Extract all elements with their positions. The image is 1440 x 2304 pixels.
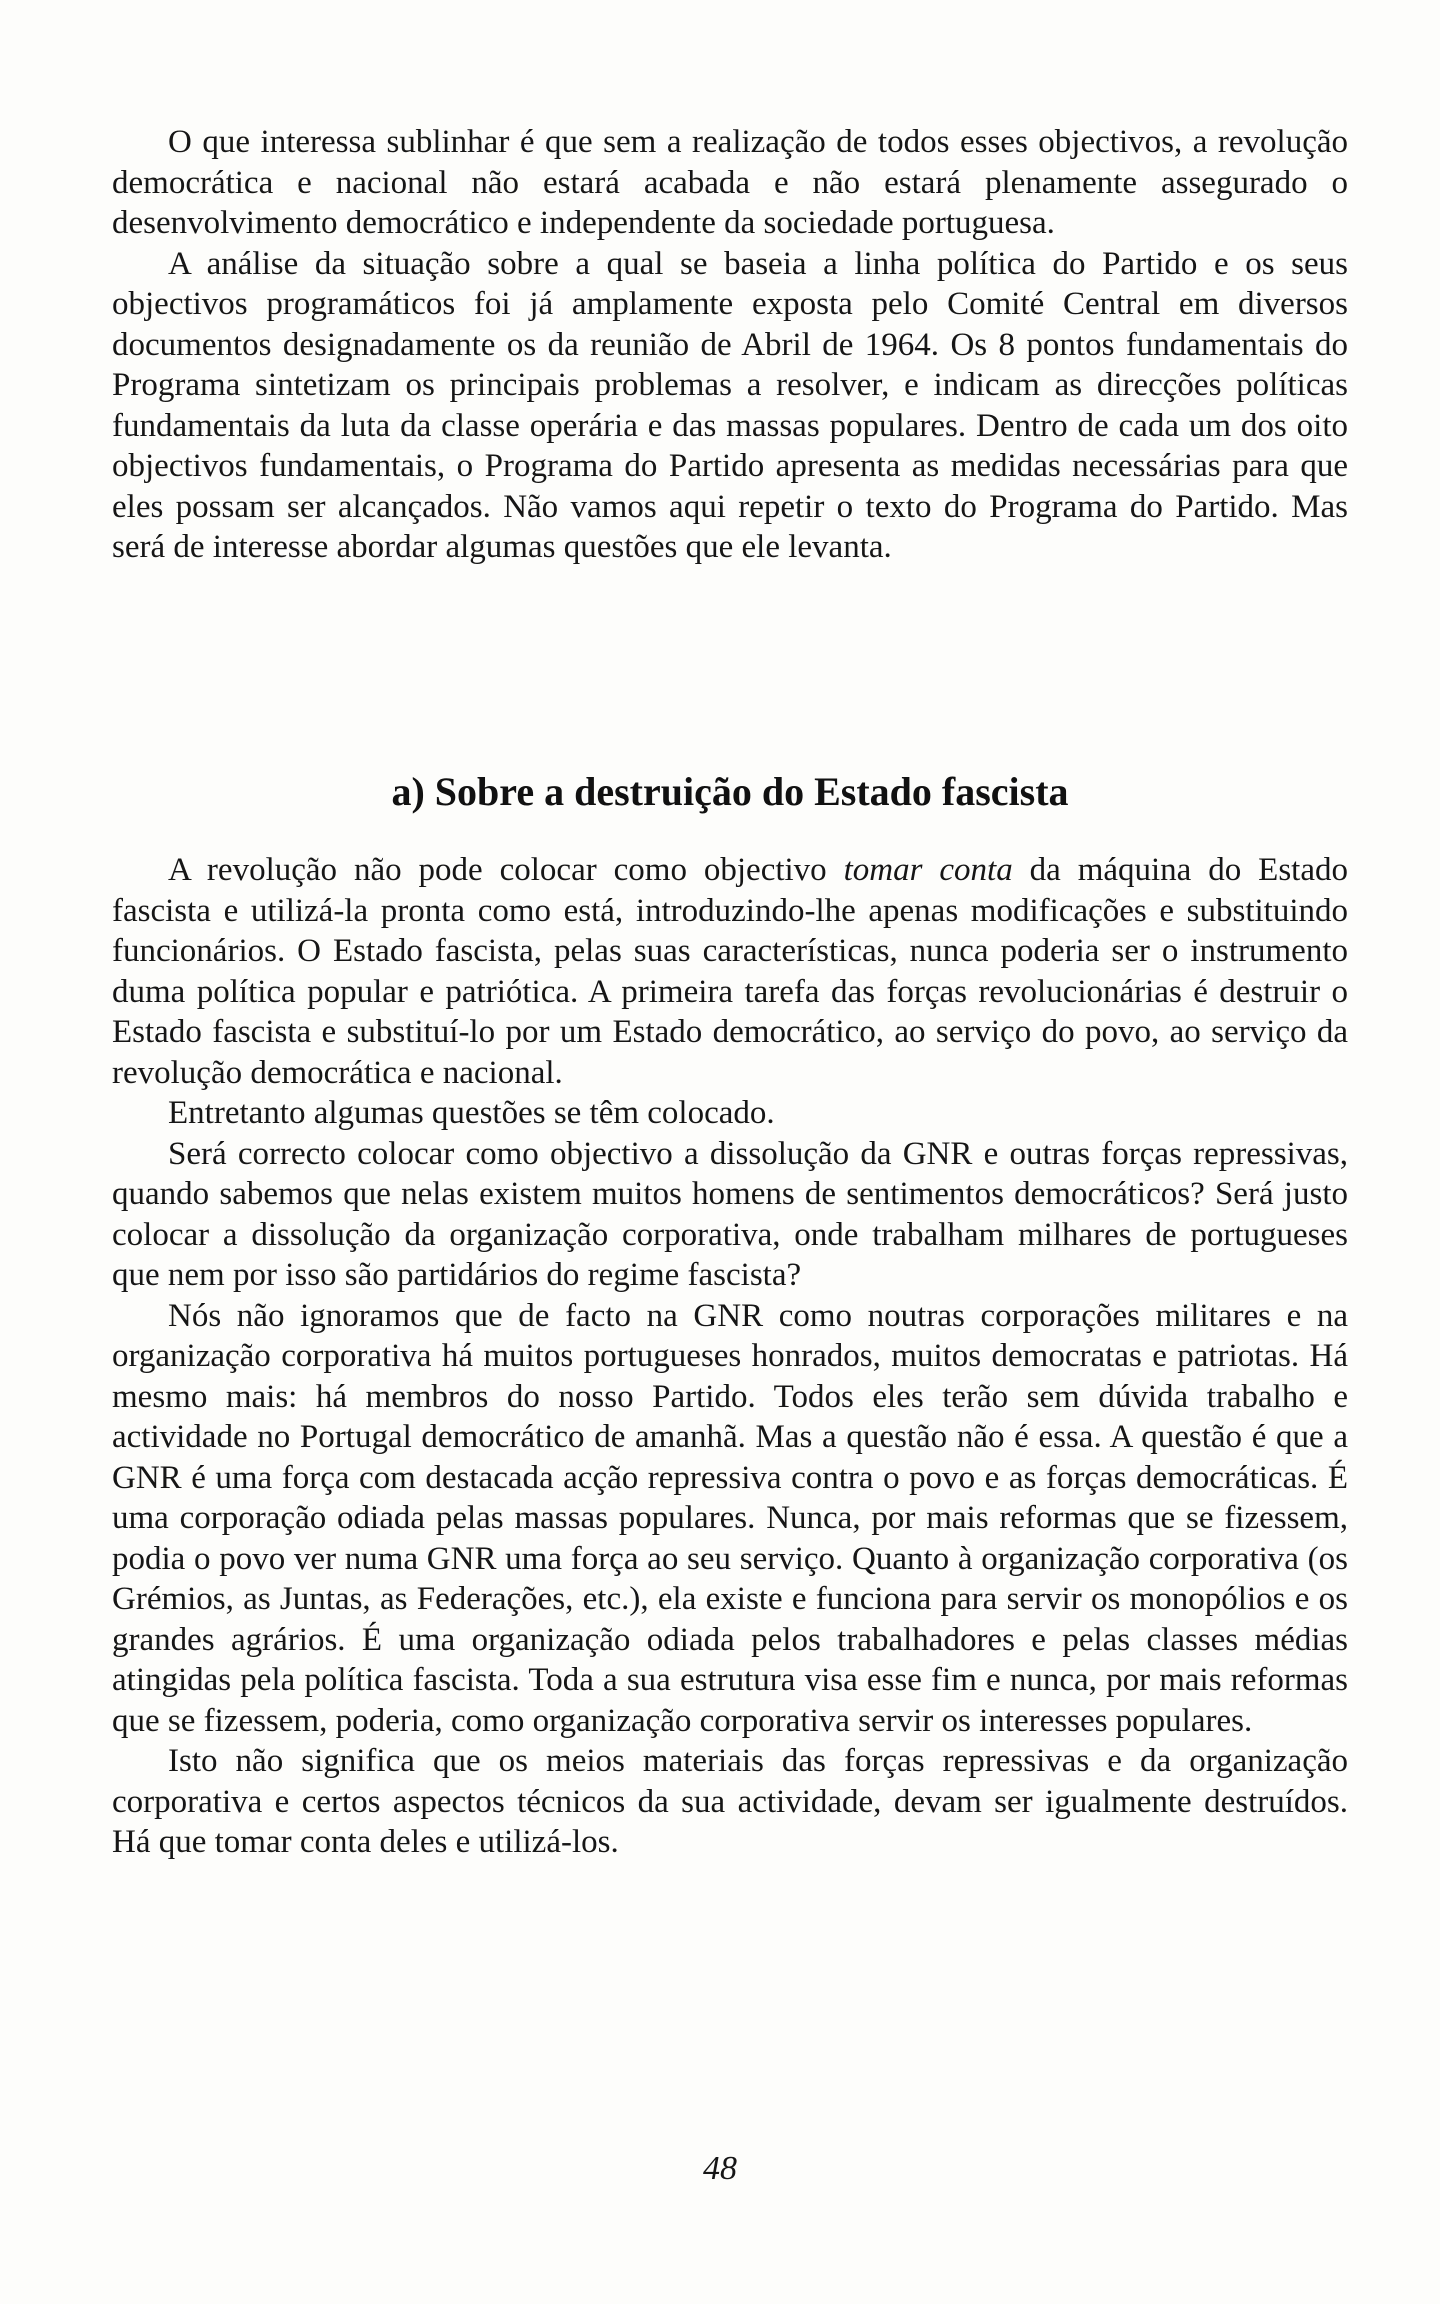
- paragraph-section-5: Isto não significa que os meios materiais das forças repressivas e da organização corporativa e certos aspectos técnicos da sua actividade, devam ser igualmente destruídos. Há que tomar conta deles e utilizá-los.: [112, 1743, 1348, 1860]
- paragraph-section-2: Entretanto algumas questões se têm colocado.: [168, 1095, 775, 1131]
- paragraph-section-4: Nós não ignoramos que de facto na GNR como noutras corporações militares e na organização corporativa há muitos portugueses honrados, muitos democratas e patriotas. Há mesmo mais: há membros do nosso Partido. Todos eles terão sem dúvida trabalho e actividade no Portugal democrático de amanhã. Mas a questão não é essa. A questão é que a GNR é uma força com destacada acção repressiva contra o povo e as forças democráticas. É uma corporação odiada pelas massas populares. Nunca, por mais reformas que se fizessem, podia o povo ver numa GNR uma força ao seu serviço. Quanto à organização corporativa (os Grémios, as Juntas, as Federações, etc.), ela existe e funciona para servir os monopólios e os grandes agrários. É uma organização odiada pelos trabalhadores e pelas classes médias atingidas pela política fascista. Toda a sua estrutura visa esse fim e nunca, por mais reformas que se fizessem, poderia, como organização corporativa servir os interesses populares.: [112, 1297, 1348, 1739]
- paragraph-intro-1: O que interessa sublinhar é que sem a realização de todos esses objectivos, a revolução democrática e nacional não estará acabada e não estará plenamente assegurado o desenvolvimento democrático e independente da sociedade portuguesa.: [112, 124, 1348, 241]
- section-heading: a) Sobre a destruição do Estado fascista: [391, 769, 1069, 814]
- paragraph-section-1-start: A revolução não pode colocar como objectivo: [168, 852, 844, 888]
- emphasis-tomar-conta: tomar conta: [843, 852, 1013, 888]
- page-number: 48: [703, 2150, 737, 2187]
- paragraph-section-1: [112, 850, 1348, 1093]
- section-body: [112, 850, 1348, 1863]
- paragraph-intro-2: A análise da situação sobre a qual se baseia a linha política do Partido e os seus objectivos programáticos foi já amplamente exposta pelo Comité Central em diversos documentos designadamente os da reunião de Abril de 1964. Os 8 pontos fundamentais do Programa sintetizam os principais problemas a resolver, e indicam as direcções políticas fundamentais da luta da classe operária e das massas populares. Dentro de cada um dos oito objectivos fundamentais, o Programa do Partido apresenta as medidas necessárias para que eles possam ser alcançados. Não vamos aqui repetir o texto do Programa do Partido. Mas será de interesse abordar algumas questões que ele levanta.: [112, 245, 1348, 565]
- intro-text: [112, 122, 1348, 568]
- paragraph-section-3: Será correcto colocar como objectivo a dissolução da GNR e outras forças repressivas, quando sabemos que nelas existem muitos homens de sentimentos democráticos? Será justo colocar a dissolução da organização corporativa, onde trabalham milhares de portugueses que nem por isso são partidários do regime fascista?: [112, 1135, 1348, 1293]
- paragraph-section-1-end: da máquina do Estado fascista e utilizá-la pronta como está, introduzindo-lhe apenas modificações e substituindo funcionários. O Estado fascista, pelas suas características, nunca poderia ser o instrumento duma política popular e patriótica. A primeira tarefa das forças revolucionárias é destruir o Estado fascista e substituí-lo por um Estado democrático, ao serviço do povo, ao serviço da revolução democrática e nacional.: [112, 852, 1348, 1091]
